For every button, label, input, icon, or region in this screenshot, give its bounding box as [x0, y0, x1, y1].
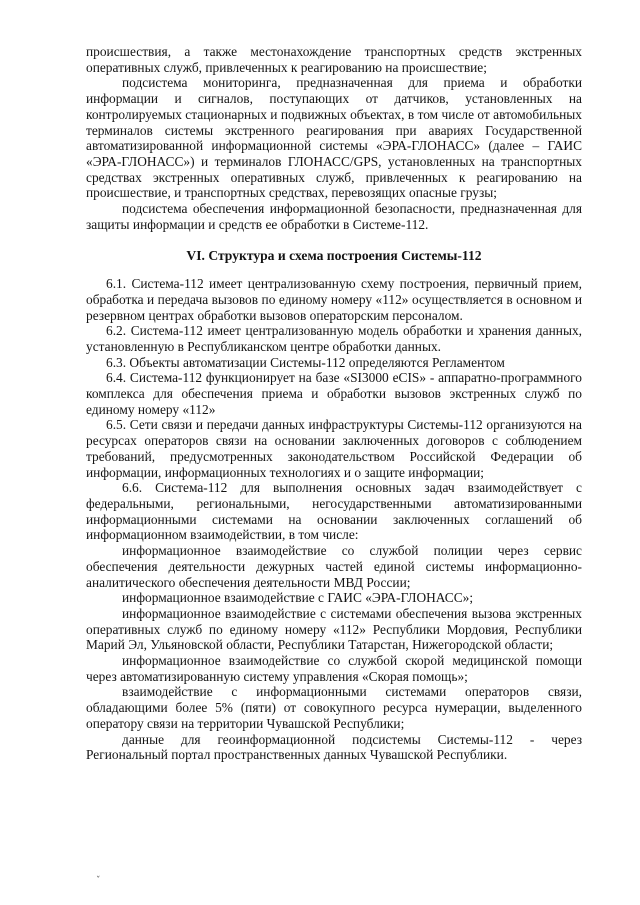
- paragraph-continuation: происшествия, а также местонахождение транспортных средств экстренных оперативных служб, привлеченных к реагированию на происшествие;: [86, 44, 582, 75]
- document-page: [86, 44, 582, 763]
- list-item-ambulance: информационное взаимодействие со службой скорой медицинской помощи через автоматизированную систему управления «Скорая помощь»;: [86, 653, 582, 684]
- paragraph-security-subsystem: подсистема обеспечения информационной безопасности, предназначенная для защиты информации и средств ее обработки в Системе-112.: [86, 201, 582, 232]
- list-item-era-glonass: информационное взаимодействие с ГАИС «ЭРА-ГЛОНАСС»;: [122, 590, 474, 606]
- section-heading: VI. Структура и схема построения Системы-112: [186, 248, 482, 264]
- paragraph-6-5: 6.5. Сети связи и передачи данных инфраструктуры Системы-112 организуются на ресурсах операторов связи на основании заключенных договоров с соблюдением требований, предусмотренных законодательством Российской Федерации об информации, информационных технологиях и о защите информации;: [86, 417, 582, 480]
- paragraph-6-6: 6.6. Система-112 для выполнения основных задач взаимодействует с федеральными, региональными, негосударственными автоматизированными информационными системами на основании заключенных соглашений об информационном взаимодействии, в том числе:: [86, 480, 582, 543]
- paragraph-6-2: 6.2. Система-112 имеет централизованную модель обработки и хранения данных, установленную в Республиканском центре обработки данных.: [86, 323, 582, 354]
- paragraph-6-3: 6.3. Объекты автоматизации Системы-112 определяются Регламентом: [106, 354, 505, 370]
- list-item-regions: информационное взаимодействие с системами обеспечения вызова экстренных оперативных служб по единому номеру «112» Республики Мордовия, Республики Марий Эл, Ульяновской области, Республики Татарстан, Нижегородской области;: [86, 605, 582, 653]
- paragraph-monitoring-subsystem: подсистема мониторинга, предназначенная для приема и обработки информации и сигналов, поступающих от датчиков, установленных на контролируемых стационарных и подвижных объектах, в том числе от автомобильных терминалов системы экстренного реагирования при авариях Государственной автоматизированной информационной системы «ЭРА-ГЛОНАСС» (далее – ГАИС «ЭРА-ГЛОНАСС») и терминалов ГЛОНАСС/GPS, установленных на транспортных средствах экстренных оперативных служб, привлеченных к реагированию на происшествие, и транспортных средствах, перевозящих опасные грузы;: [86, 75, 582, 201]
- scan-speck: ˇ: [96, 876, 101, 886]
- list-item-geoinformation: данные для геоинформационной подсистемы Системы-112 - через Региональный портал пространственных данных Чувашской Республики.: [86, 731, 582, 763]
- paragraph-6-4: 6.4. Система-112 функционирует на базе «SI3000 eCIS» - аппаратно-программного комплекса для обеспечения приема и обработки вызовов экстренных служб по единому номеру «112»: [86, 370, 582, 417]
- list-item-telecom-operators: взаимодействие с информационными системами операторов связи, обладающими более 5% (пяти) от совокупного ресурса нумерации, выделенного оператору связи на территории Чувашской Республики;: [86, 684, 582, 731]
- paragraph-6-1: 6.1. Система-112 имеет централизованную схему построения, первичный прием, обработка и передача вызовов по единому номеру «112» осуществляется в основном и резервном центрах обработки вызовов операторским персоналом.: [86, 276, 582, 323]
- list-item-police: информационное взаимодействие со службой полиции через сервис обеспечения деятельности дежурных частей единой системы информационно-аналитического обеспечения деятельности МВД России;: [86, 543, 582, 590]
